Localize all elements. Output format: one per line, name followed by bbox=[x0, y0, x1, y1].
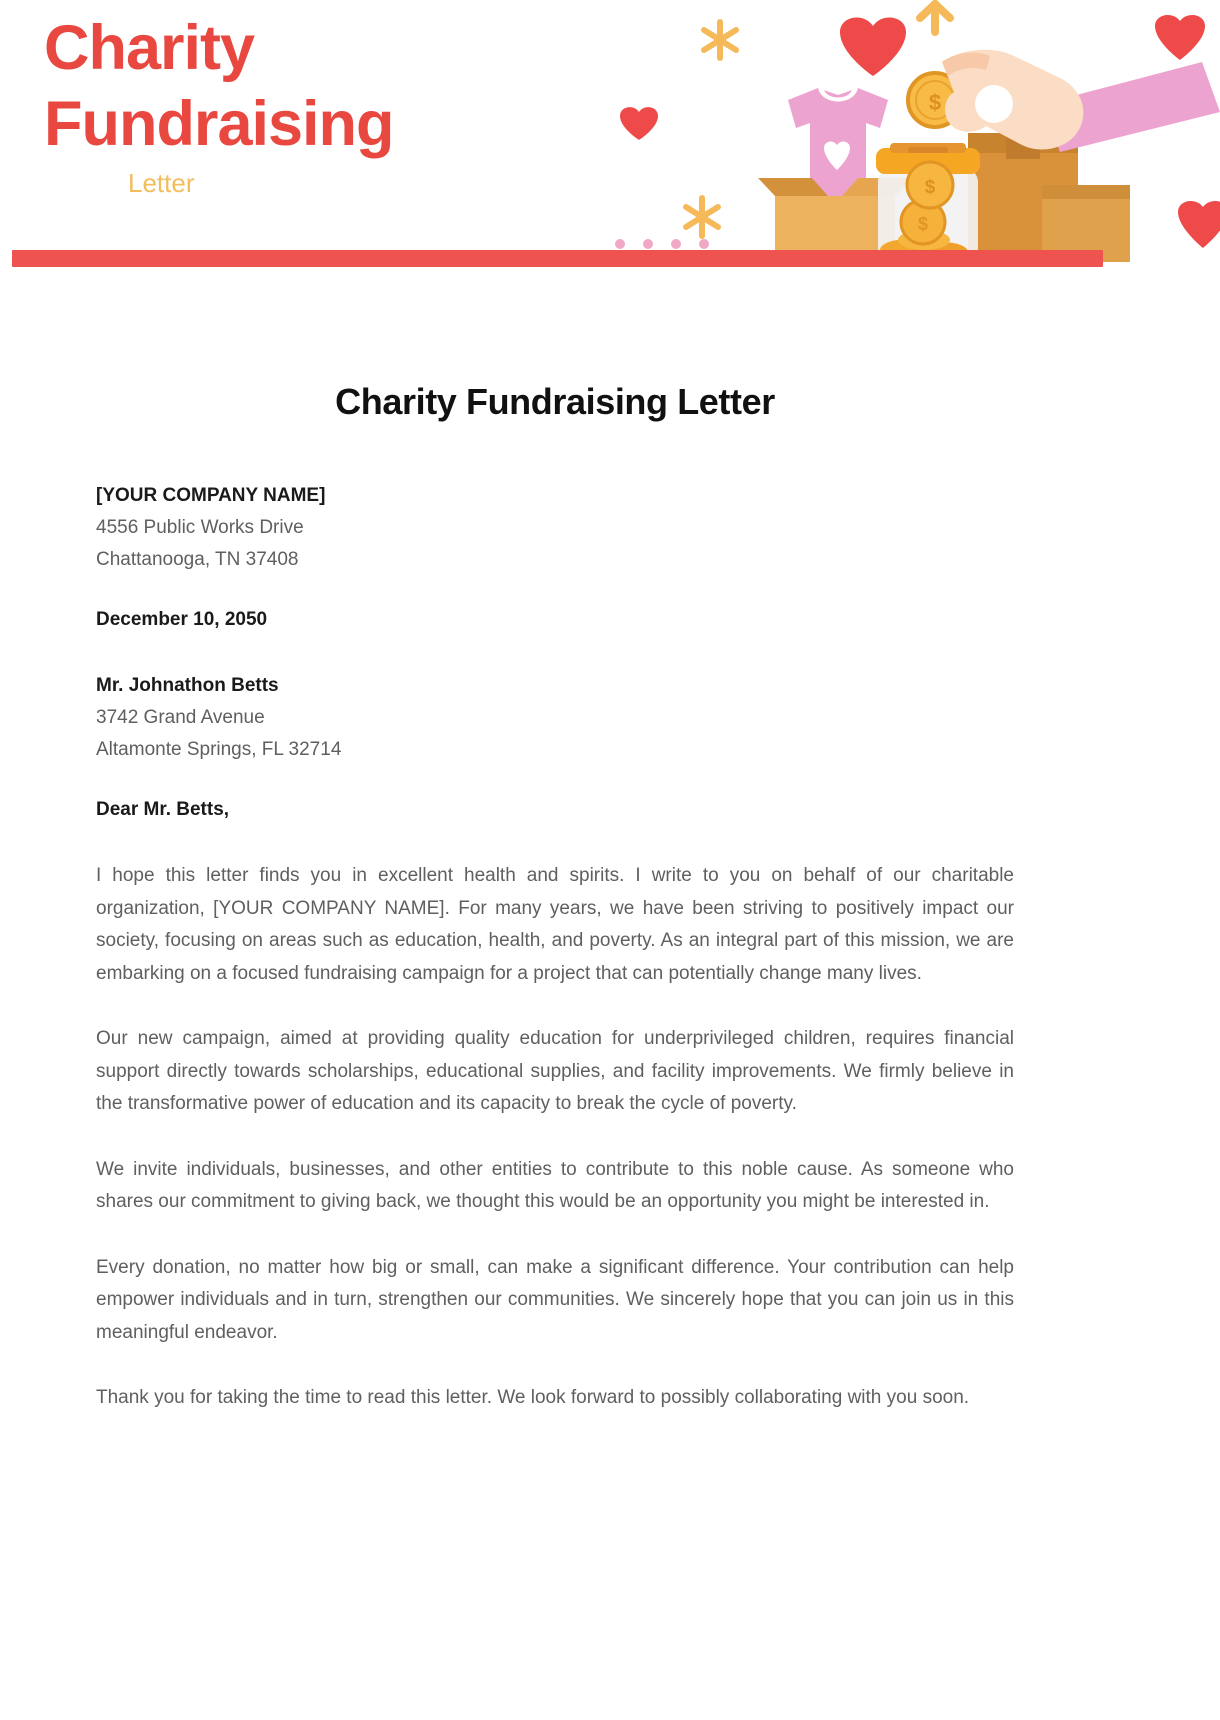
recipient-street: 3742 Grand Avenue bbox=[96, 707, 265, 728]
sender-city-state-zip: Chattanooga, TN 37408 bbox=[96, 549, 299, 570]
page-header bbox=[0, 0, 1220, 268]
charity-donation-illustration bbox=[590, 0, 1220, 262]
svg-text:$: $ bbox=[924, 177, 936, 198]
brand-title-line2: Fundraising bbox=[44, 89, 394, 159]
brand-subtitle: Letter bbox=[128, 168, 195, 198]
cardboard-box-right bbox=[968, 133, 1130, 262]
heart-icon-right-bottom bbox=[1178, 201, 1220, 248]
page-title: Charity Fundraising Letter bbox=[335, 381, 775, 422]
asterisk-icon-bottom bbox=[686, 198, 718, 236]
heart-icon-small-left bbox=[620, 107, 658, 140]
body-paragraph: Thank you for taking the time to read this letter. We look forward to possibly collaborating with you soon. bbox=[96, 1387, 970, 1408]
recipient-city-state-zip: Altamonte Springs, FL 32714 bbox=[96, 739, 342, 760]
svg-text:$: $ bbox=[917, 214, 929, 234]
body-paragraph: I hope this letter finds you in excellent health and spirits. I write to you on behalf of our charitable organization, [YOUR COMPANY NAME]. For many years, we have been striving to positively impact our society, focusing on areas such as education, health, and poverty. As an integral part of this mission, we are embarking on a focused fundraising campaign for a project that can potentially change many lives. bbox=[96, 865, 1014, 984]
body-paragraph: Our new campaign, aimed at providing quality education for underprivileged children, requires financial support directly towards scholarships, educational supplies, and facility improvements. We firmly believe in the transformative power of education and its capacity to break the cycle of poverty. bbox=[96, 1028, 1014, 1114]
body-paragraph: Every donation, no matter how big or small, can make a significant difference. Your contribution can help empower individuals and in turn, strengthen our communities. We sincerely hope that you can join us in this meaningful endeavor. bbox=[96, 1256, 1014, 1343]
body-paragraph: We invite individuals, businesses, and other entities to contribute to this noble cause. As someone who shares our commitment to giving back, we thought this would be an opportunity you might be interested in. bbox=[96, 1158, 1014, 1212]
recipient-name: Mr. Johnathon Betts bbox=[96, 675, 279, 696]
arrow-up-icon bbox=[920, 4, 950, 32]
header-divider-bar bbox=[12, 250, 1103, 267]
salutation: Dear Mr. Betts, bbox=[96, 799, 230, 820]
money-jar-icon bbox=[876, 143, 980, 262]
sender-company: [YOUR COMPANY NAME] bbox=[96, 485, 326, 506]
sender-street: 4556 Public Works Drive bbox=[96, 517, 304, 538]
letter-body bbox=[96, 380, 1014, 1448]
letter-date: December 10, 2050 bbox=[96, 609, 268, 630]
heart-icon-right-top bbox=[1155, 15, 1205, 60]
svg-text:$: $ bbox=[928, 90, 942, 115]
sender-address-block bbox=[96, 480, 1014, 576]
recipient-address-block bbox=[96, 670, 1014, 766]
brand-title-line1: Charity bbox=[44, 13, 255, 83]
asterisk-icon-top bbox=[704, 22, 736, 58]
dots-decoration bbox=[615, 239, 709, 249]
brand-block bbox=[44, 10, 564, 198]
heart-icon-large-top bbox=[840, 17, 906, 76]
